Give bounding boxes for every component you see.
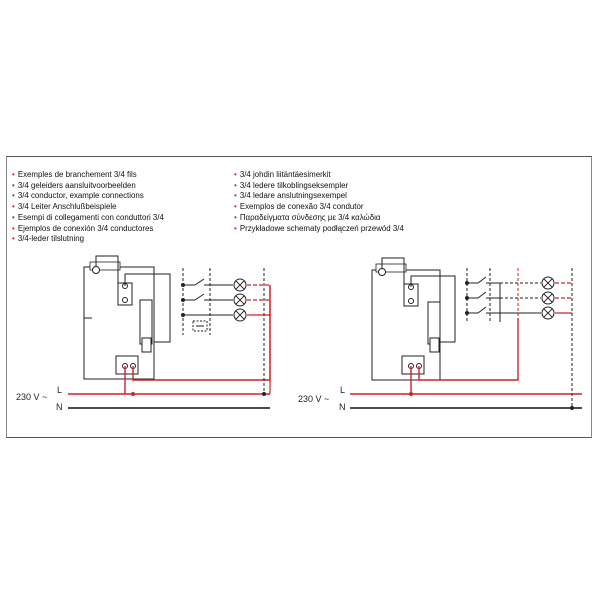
modular-device xyxy=(372,264,440,380)
caption-text: Ejemplos de conexión 3/4 conductores xyxy=(17,223,154,233)
line-label: L xyxy=(57,385,63,395)
bullet-icon: • xyxy=(234,202,237,212)
caption-text: 3/4-leder tilslutning xyxy=(17,234,85,244)
bullet-icon: • xyxy=(234,180,237,190)
caption-text: Exemples de branchement 3/4 fils xyxy=(17,170,137,179)
bullet-icon: • xyxy=(12,223,15,233)
caption-text: 3/4 conductor, example connections xyxy=(17,191,144,201)
neutral-label: N xyxy=(56,402,63,412)
modular-device xyxy=(84,262,154,379)
caption-text: Esempi di collegamenti con conduttori 3/4 xyxy=(17,212,164,222)
caption-text: 3/4 geleiders aansluitvoorbeelden xyxy=(17,180,136,190)
caption-text: 3/4 johdin liitäntäesimerkit xyxy=(239,170,331,179)
supply-label: 230 V ~ xyxy=(16,392,48,402)
bullet-icon: • xyxy=(12,180,15,190)
line-label: L xyxy=(340,385,346,395)
caption-text: Przykładowe schematy podłączeń przewód 3/4 xyxy=(239,223,404,233)
lamp-icon xyxy=(542,277,554,289)
lamp-icon xyxy=(542,292,554,304)
bullet-icon: • xyxy=(12,170,15,179)
bullet-icon: • xyxy=(234,170,237,179)
push-button-icon xyxy=(193,321,207,331)
caption-text: 3/4 Leiter Anschlußbeispiele xyxy=(17,202,117,212)
lamp-icon xyxy=(234,309,246,321)
bullet-icon: • xyxy=(234,212,237,222)
caption-text: 3/4 ledare anslutningsexempel xyxy=(239,191,347,201)
diagram-left xyxy=(16,256,270,412)
bullet-icon: • xyxy=(12,212,15,222)
supply-label: 230 V ~ xyxy=(298,394,330,404)
diagram-right xyxy=(298,258,582,412)
terminal-icon xyxy=(379,269,386,276)
lamp-icon xyxy=(234,294,246,306)
caption-text: Exemplos de conexão 3/4 condutor xyxy=(239,202,364,212)
lamp-icon xyxy=(542,307,554,319)
terminal-icon xyxy=(93,267,100,274)
switch-icon xyxy=(465,277,500,315)
bullet-icon: • xyxy=(234,191,237,201)
bullet-icon: • xyxy=(12,202,15,212)
caption-text: Παραδείγματα σύνδεσης με 3/4 καλώδια xyxy=(239,212,381,222)
bullet-icon: • xyxy=(12,234,15,244)
caption-text: 3/4 ledere tilkoblingseksempler xyxy=(239,180,349,190)
bullet-icon: • xyxy=(234,223,237,233)
bullet-icon: • xyxy=(12,191,15,201)
neutral-label: N xyxy=(339,402,346,412)
lamp-icon xyxy=(234,279,246,291)
